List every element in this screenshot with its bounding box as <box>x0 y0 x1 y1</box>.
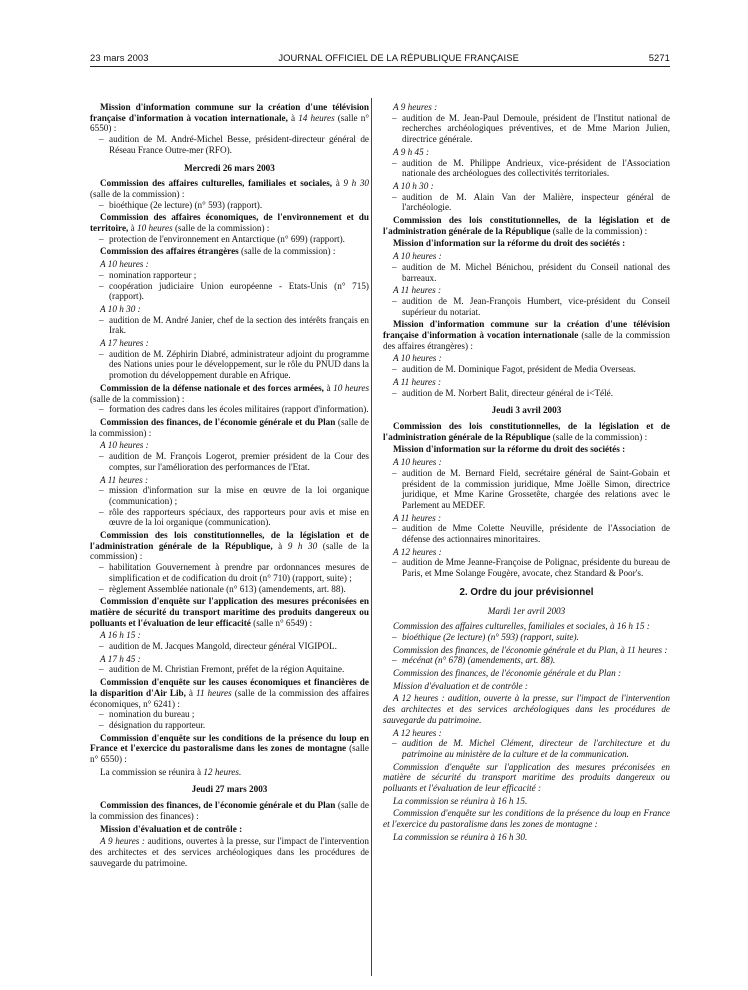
sub-heading: Mission d'information sur la réforme du droit des sociétés : <box>393 238 626 249</box>
time-slot: A 17 heures : <box>100 338 149 349</box>
time-slot: A 16 h 15 : <box>100 630 141 641</box>
item-list <box>90 315 369 336</box>
entry-heading: Commission d'enquête sur l'application des mesures préconisées en matière de sécurité du transport maritime des produits dangereux ou polluants et l'évaluation de leur efficacité : <box>383 761 670 794</box>
date-heading: Jeudi 27 mars 2003 <box>191 784 268 795</box>
entry-heading: Commission d'enquête sur l'application des mesures préconisées en matière de sécurité du transport maritime des produits dangereux ou polluants et l'évaluation de leur efficacité (salle n° 6549) : <box>90 596 369 628</box>
list-item-text: audition de Mme Jeanne-Françoise de Polignac, présidente du bureau de Paris, et Mme Solange Fougère, avocate, chez Standard & Poor's. <box>402 557 670 579</box>
dash-bullet: – <box>392 655 397 666</box>
list-item <box>99 709 369 720</box>
list-item <box>99 234 369 245</box>
time-slot: A 9 heures : <box>393 102 438 112</box>
dash-bullet: – <box>99 314 104 325</box>
dash-bullet: – <box>99 233 104 244</box>
list-item-text: audition de M. Jean-Paul Demoule, président de l'Institut national de recherches archéologiques préventives, et de Mme Marion Julien, directrice générale. <box>402 112 670 145</box>
dash-bullet: – <box>392 523 397 534</box>
list-item-text: audition de M. François Logerot, premier président de la Cour des comptes, sur l'amélioration des performances de l'Etat. <box>109 451 369 472</box>
dash-bullet: – <box>392 157 397 168</box>
list-item <box>392 262 670 283</box>
time-slot: A 11 heures : <box>393 512 442 523</box>
entry-heading: Commission des finances, de l'économie générale et du Plan (salle de la commission des finances) : <box>90 800 369 821</box>
list-item <box>392 113 670 145</box>
right-column <box>383 100 670 843</box>
list-item <box>99 134 369 155</box>
item-list <box>383 388 670 399</box>
entry-heading: Commission des finances, de l'économie générale et du Plan (salle de la commission) : <box>90 416 369 438</box>
list-item <box>392 557 670 578</box>
header-title: JOURNAL OFFICIEL DE LA RÉPUBLIQUE FRANÇAISE <box>278 52 519 63</box>
dash-bullet: – <box>99 485 104 496</box>
dash-bullet: – <box>392 295 397 306</box>
entry-heading: Commission des affaires étrangères (salle de la commission) : <box>100 246 336 257</box>
item-list <box>383 192 670 213</box>
list-item <box>392 364 670 375</box>
list-item <box>392 738 670 759</box>
paragraph: A 12 heures : audition, ouverte à la presse, sur l'impact de l'intervention des architectes et des services archéologiques dans les procédures de sauvegarde du patrimoine. <box>383 693 670 725</box>
list-item <box>99 270 369 281</box>
dash-bullet: – <box>392 631 397 642</box>
entry-heading: Commission d'enquête sur les causes économiques et financières de la disparition d'Air Lib, à 11 heures (salle de la commission des affaires économiques, n° 6241) : <box>90 677 369 709</box>
item-list <box>383 113 670 145</box>
item-list <box>90 234 369 245</box>
item-list <box>383 262 670 283</box>
time-slot: A 10 h 30 : <box>393 180 434 191</box>
meeting-note: La commission se réunira à 12 heures. <box>100 766 242 777</box>
dash-bullet: – <box>99 709 104 720</box>
entry-heading: Commission d'enquête sur les conditions de la présence du loup en France et l'exercice du pastoralisme dans les zones de montagne (salle n° 6550) : <box>90 732 369 765</box>
list-item <box>99 451 369 472</box>
list-item-text: bioéthique (2e lecture) (n° 593) (rapport, suite). <box>402 631 579 642</box>
dash-bullet: – <box>392 467 397 478</box>
entry-heading: Commission des lois constitutionnelles, de la législation et de l'administration générale de la République (salle de la commission) : <box>383 215 670 236</box>
list-item-text: mission d'information sur la mise en œuvre de la loi organique (communication) ; <box>109 485 369 506</box>
list-item-text: audition de Mme Colette Neuville, présidente de l'Association de défense des actionnaires minoritaires. <box>402 523 670 545</box>
meeting-note: La commission se réunira à 16 h 15. <box>393 795 528 806</box>
item-list <box>383 364 670 375</box>
list-item-text: audition de M. Philippe Andrieux, vice-président de l'Association nationale des archéologues des collectivités territoriales. <box>402 157 670 179</box>
dash-bullet: – <box>99 583 104 594</box>
item-list <box>90 404 369 415</box>
list-item-text: désignation du rapporteur. <box>109 719 206 730</box>
item-list <box>90 349 369 381</box>
header-date: 23 mars 2003 <box>90 52 149 63</box>
dash-bullet: – <box>99 134 104 145</box>
time-slot: A 10 heures : <box>393 457 442 468</box>
list-item-text: audition de M. Norbert Balit, directeur général de i<Télé. <box>402 387 614 398</box>
item-list <box>383 158 670 179</box>
list-item <box>99 641 369 652</box>
list-item <box>392 192 670 213</box>
entry-heading: Commission des lois constitutionnelles, de la législation et de l'administration générale de la République (salle de la commission) : <box>383 420 670 442</box>
dash-bullet: – <box>99 664 104 675</box>
list-item <box>99 507 369 528</box>
dash-bullet: – <box>99 506 104 517</box>
item-list <box>90 709 369 730</box>
dash-bullet: – <box>392 387 397 398</box>
dash-bullet: – <box>392 557 397 568</box>
list-item-text: coopération judiciaire Union européenne - Etats-Unis (n° 715) (rapport). <box>109 280 369 302</box>
time-slot: A 11 heures : <box>100 474 149 485</box>
list-item-text: audition de M. Michel Clément, directeur de l'architecture et du patrimoine au ministère de la culture et de la communication. <box>402 738 670 759</box>
entry-heading: Commission des lois constitutionnelles, de la législation et de l'administration générale de la République, à 9 h 30 (salle de la commission) : <box>90 530 370 562</box>
list-item-text: mécénat (n° 678) (amendements, art. 88). <box>402 655 556 666</box>
list-item-text: audition de M. Jacques Mangold, directeur général VIGIPOL. <box>109 641 337 652</box>
sub-heading: Mission d'information sur la réforme du droit des sociétés : <box>393 444 626 455</box>
list-item-text: nomination du bureau ; <box>109 709 195 720</box>
item-list <box>383 655 670 666</box>
item-list <box>90 485 369 528</box>
list-item-text: rôle des rapporteurs spéciaux, des rapporteurs pour avis et mise en œuvre de la loi organique (communication). <box>109 506 369 528</box>
dash-bullet: – <box>99 641 104 652</box>
item-list <box>90 200 369 211</box>
dash-bullet: – <box>99 562 104 573</box>
item-list <box>383 557 670 578</box>
list-item <box>392 632 670 643</box>
left-column <box>90 100 369 868</box>
item-list <box>383 523 670 544</box>
entry-heading: Commission des affaires culturelles, familiales et sociales, à 9 h 30 (salle de la commission) : <box>90 178 370 199</box>
dash-bullet: – <box>392 112 397 123</box>
list-item <box>99 664 369 675</box>
list-item <box>99 349 369 381</box>
dash-bullet: – <box>99 348 104 359</box>
time-slot: A 10 h 30 : <box>100 303 141 314</box>
list-item <box>99 584 369 595</box>
item-list <box>90 451 369 472</box>
time-slot: A 12 heures : <box>393 546 442 557</box>
time-slot: A 9 h 45 : <box>393 146 430 157</box>
list-item-text: audition de M. Michel Bénichou, président du Conseil national des barreaux. <box>402 261 670 283</box>
entry-heading: Commission des affaires économiques, de l'environnement et du territoire, à 10 heures (salle de la commission) : <box>90 212 369 234</box>
list-item <box>392 158 670 179</box>
dash-bullet: – <box>392 738 397 749</box>
time-slot: A 17 h 45 : <box>100 653 141 664</box>
entry-heading: Mission d'information commune sur la création d'une télévision française d'information à vocation internationale, à 14 heures (salle n° 6550) : <box>90 102 369 134</box>
list-item-text: audition de M. André-Michel Besse, président-directeur général de Réseau France Outre-mer (RFO). <box>109 134 369 155</box>
item-list <box>383 468 670 511</box>
paragraph: A 9 heures : auditions, ouvertes à la presse, sur l'impact de l'intervention des architectes et des services archéologiques dans les procédures de sauvegarde du patrimoine. <box>90 836 369 868</box>
sub-heading: Mission d'évaluation et de contrôle : <box>393 680 528 691</box>
list-item <box>392 523 670 544</box>
item-list <box>90 562 369 594</box>
list-item <box>99 562 369 583</box>
list-item <box>99 404 369 415</box>
date-heading: Mercredi 26 mars 2003 <box>184 162 275 173</box>
time-slot: A 11 heures : <box>393 285 442 296</box>
entry-heading: Commission des finances, de l'économie générale et du Plan, à 11 heures : <box>393 644 668 655</box>
list-item <box>99 200 369 211</box>
list-item-text: bioéthique (2e lecture) (n° 593) (rapport). <box>109 199 263 210</box>
entry-heading: Commission des affaires culturelles, familiales et sociales, à 16 h 15 : <box>393 621 650 632</box>
dash-bullet: – <box>99 199 104 210</box>
list-item-text: audition de M. André Janier, chef de la section des intérêts français en Irak. <box>109 314 369 336</box>
time-slot: A 10 heures : <box>100 259 149 270</box>
item-list <box>383 738 670 759</box>
date-heading: Jeudi 3 avril 2003 <box>491 405 562 416</box>
item-list <box>90 641 369 652</box>
dash-bullet: – <box>99 719 104 730</box>
list-item-text: audition de M. Christian Fremont, préfet de la région Aquitaine. <box>109 664 345 675</box>
list-item-text: audition de M. Bernard Field, secrétaire général de Saint-Gobain et président de la commission juridique, Mme Joëlle Simon, directrice juridique, et Mme Karine Grossetête, chargée des relations avec le Parlement au MEDEF. <box>402 467 670 510</box>
list-item <box>392 388 670 399</box>
list-item <box>99 315 369 336</box>
time-slot: A 10 heures : <box>393 251 442 262</box>
item-list <box>90 664 369 675</box>
time-slot: A 10 heures : <box>393 353 442 364</box>
entry-heading: Commission de la défense nationale et des forces armées, à 10 heures (salle de la commission) : <box>90 382 370 404</box>
list-item-text: habilitation Gouvernement à prendre par ordonnances mesures de simplification et de codification du droit (n° 710) (rapport, suite) ; <box>109 562 369 583</box>
meeting-note: La commission se réunira à 16 h 30. <box>393 831 528 842</box>
time-slot: A 10 heures : <box>100 440 149 451</box>
page-header <box>90 52 670 63</box>
header-rule <box>90 66 670 67</box>
list-item-text: audition de M. Alain Van der Malière, inspecteur général de l'archéologie. <box>402 191 670 213</box>
list-item-text: nomination rapporteur ; <box>109 269 197 280</box>
dash-bullet: – <box>99 404 104 415</box>
entry-heading: Commission des finances, de l'économie générale et du Plan : <box>393 668 622 679</box>
list-item-text: audition de M. Dominique Fagot, président de Media Overseas. <box>402 364 636 375</box>
list-item-text: formation des cadres dans les écoles militaires (rapport d'information). <box>109 404 369 415</box>
dash-bullet: – <box>99 451 104 462</box>
header-page-number: 5271 <box>648 52 670 63</box>
item-list <box>90 270 369 302</box>
list-item <box>392 468 670 511</box>
list-item-text: règlement Assemblée nationale (n° 613) (amendements, art. 88). <box>109 583 346 594</box>
item-list <box>383 632 670 643</box>
sub-heading: Mission d'évaluation et de contrôle : <box>100 823 243 834</box>
date-heading: Mardi 1er avril 2003 <box>487 605 566 616</box>
time-slot: A 12 heures : <box>393 727 442 738</box>
dash-bullet: – <box>99 269 104 280</box>
list-item-text: audition de M. Zéphirin Diabré, administrateur adjoint du programme des Nations unies pour le développement, sur le rôle du PNUD dans la promotion du développement durable en Afrique. <box>109 348 369 381</box>
time-slot: A 11 heures : <box>393 376 442 387</box>
entry-heading: Mission d'information commune sur la création d'une télévision française d'information à vocation internationale (salle de la commission des affaires étrangères) : <box>383 319 670 351</box>
list-item-text: audition de M. Jean-François Humbert, vice-président du Conseil supérieur du notariat. <box>402 295 670 317</box>
list-item-text: protection de l'environnement en Antarctique (n° 699) (rapport). <box>109 233 345 244</box>
item-list <box>383 296 670 317</box>
section-title: 2. Ordre du jour prévisionnel <box>459 586 594 598</box>
dash-bullet: – <box>392 261 397 272</box>
list-item <box>392 296 670 317</box>
item-list <box>90 134 369 155</box>
list-item <box>99 720 369 731</box>
list-item <box>99 485 369 506</box>
list-item <box>99 281 369 302</box>
entry-heading: Commission d'enquête sur les conditions de la présence du loup en France et l'exercice du pastoralisme dans les zones de montagne : <box>383 808 670 830</box>
dash-bullet: – <box>99 280 104 291</box>
list-item <box>392 655 670 666</box>
column-divider <box>371 98 372 976</box>
dash-bullet: – <box>392 364 397 375</box>
dash-bullet: – <box>392 191 397 202</box>
